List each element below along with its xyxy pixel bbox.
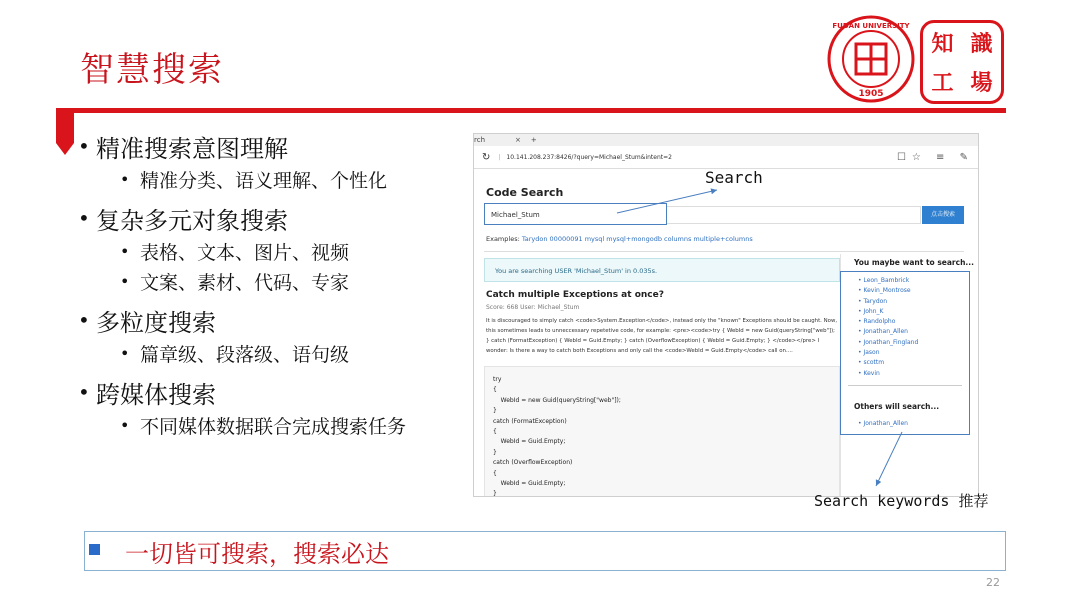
code-line: WebId = new Guid(queryString["web"]); — [493, 396, 621, 404]
code-line: { — [493, 469, 497, 477]
bullet-list — [78, 128, 473, 440]
bullet-level2: • 篇章级、段落级、语句级 — [120, 343, 350, 366]
search-input[interactable]: Michael_Stum — [484, 203, 667, 225]
tab-close-icon[interactable]: × — [515, 136, 521, 144]
banner-square-icon — [89, 544, 100, 555]
suggestion-item[interactable]: • scottm — [858, 359, 885, 367]
title-divider — [56, 108, 1006, 113]
suggestions-list — [858, 276, 918, 379]
logo-char: 工 — [931, 70, 954, 96]
title-marker — [56, 113, 74, 143]
bullet-level1: • 多粒度搜索 — [78, 308, 216, 337]
divider — [484, 251, 964, 252]
search-input-extension[interactable] — [667, 206, 921, 224]
page-title: Code Search — [486, 186, 564, 199]
suggestion-item[interactable]: • Kevin — [858, 369, 880, 377]
logo-char: 知 — [931, 31, 954, 57]
refresh-icon[interactable]: ↻ — [482, 151, 491, 163]
code-line: WebId = Guid.Empty; — [493, 480, 566, 488]
result-meta: Score: 668 User: Michael_Stum — [486, 304, 580, 311]
fudan-university-logo — [826, 14, 916, 104]
suggestion-item[interactable]: • Kevin_Montrose — [858, 287, 911, 295]
result-snippet: It is discouraged to simply catch <code>System.Exception</code>, instead only the "known" Exceptions should be caught. Now, this sometimes leads to unneccessary repetetive code, for example: <pre><code>try { WebId = new Guid(queryString["web"]); } catch (FormatException) { WebId = Guid.Empty; } catch (OverflowException) { WebId = Guid.Empty; } </code></pre> I wonder: Is there a way to catch both Exceptions and only call the <code>WebId = Guid.Empty</code> call on.... — [486, 318, 838, 354]
search-button[interactable]: 点击搜索 — [922, 206, 964, 224]
bullet-level1: • 跨媒体搜索 — [78, 380, 216, 409]
page-number: 22 — [986, 576, 1000, 589]
code-line: catch (OverflowException) — [493, 459, 573, 467]
title-marker-arrow — [56, 143, 74, 155]
code-line: try — [493, 376, 502, 383]
suggestion-item[interactable]: • Tarydon — [858, 297, 888, 305]
summary-banner — [84, 531, 1006, 571]
example-links[interactable]: Tarydon 00000091 mysql mysql+mongodb columns multiple+columns — [521, 235, 753, 243]
logo-char: 識 — [970, 31, 993, 57]
logo-char: 場 — [970, 70, 993, 96]
logo-year: 1905 — [858, 89, 884, 99]
examples-line: Examples: Tarydon 00000091 mysql mysql+mongodb columns multiple+columns — [486, 235, 753, 243]
code-line: } — [493, 490, 497, 497]
suggestions-title: You maybe want to search... — [854, 258, 974, 267]
code-line: catch (FormatException) — [493, 417, 567, 425]
browser-tab[interactable]: rch — [474, 136, 486, 144]
code-line: { — [493, 386, 497, 394]
code-line: } — [493, 448, 497, 456]
new-tab-icon[interactable]: + — [530, 136, 537, 144]
url-field[interactable]: 10.141.208.237:8426/?query=Michael_Stum&intent=2 — [506, 153, 672, 161]
bullet-level1: • 精准搜索意图理解 — [78, 134, 288, 163]
banner-text: 一切皆可搜索，搜索必达 — [125, 540, 389, 568]
search-info-alert: You are searching USER 'Michael_Stum' in 0.035s. — [484, 258, 840, 282]
code-line: { — [493, 428, 497, 436]
bullet-level2: • 精准分类、语义理解、个性化 — [120, 169, 388, 192]
result-title[interactable]: Catch multiple Exceptions at once? — [486, 290, 664, 300]
browser-toolbar-icons[interactable]: ☐☆ ≡ ✎ — [896, 151, 974, 163]
browser-tab-bar — [474, 134, 978, 146]
suggestions-divider — [848, 385, 962, 386]
code-block — [484, 366, 840, 497]
suggestion-item[interactable]: • Jonathan_Allen — [858, 328, 908, 336]
suggestion-item[interactable]: • Jason — [858, 349, 880, 357]
suggestion-item[interactable]: • Randolpho — [858, 318, 896, 326]
suggestion-item[interactable]: • John_K — [858, 307, 884, 315]
bullet-level1: • 复杂多元对象搜索 — [78, 206, 288, 235]
suggestion-item[interactable]: • Jonathan_Fingland — [858, 338, 919, 346]
bullet-level2: • 表格、文本、图片、视频 — [120, 241, 350, 264]
bullet-level2: • 文案、素材、代码、专家 — [120, 271, 350, 294]
browser-address-bar: ↻ | 10.141.208.237:8426/?query=Michael_Stum&intent=2 ☐☆ ≡ ✎ — [474, 146, 978, 169]
others-item[interactable]: • Jonathan_Allen — [858, 420, 908, 427]
others-title: Others will search... — [854, 402, 940, 411]
browser-screenshot — [473, 133, 979, 497]
bullet-level2: • 不同媒体数据联合完成搜索任务 — [120, 415, 407, 438]
zhishi-gongchang-logo — [920, 20, 1004, 104]
logo-circle-text: FUDAN UNIVERSITY — [832, 22, 910, 30]
code-line: WebId = Guid.Empty; — [493, 438, 566, 446]
slide-title: 智慧搜索 — [80, 50, 224, 90]
suggestion-item[interactable]: • Leon_Bambrick — [858, 277, 910, 284]
code-line: } — [493, 407, 497, 415]
keywords-annotation-label: Search keywords 推荐 — [814, 492, 989, 510]
search-annotation-label: Search — [705, 168, 763, 187]
